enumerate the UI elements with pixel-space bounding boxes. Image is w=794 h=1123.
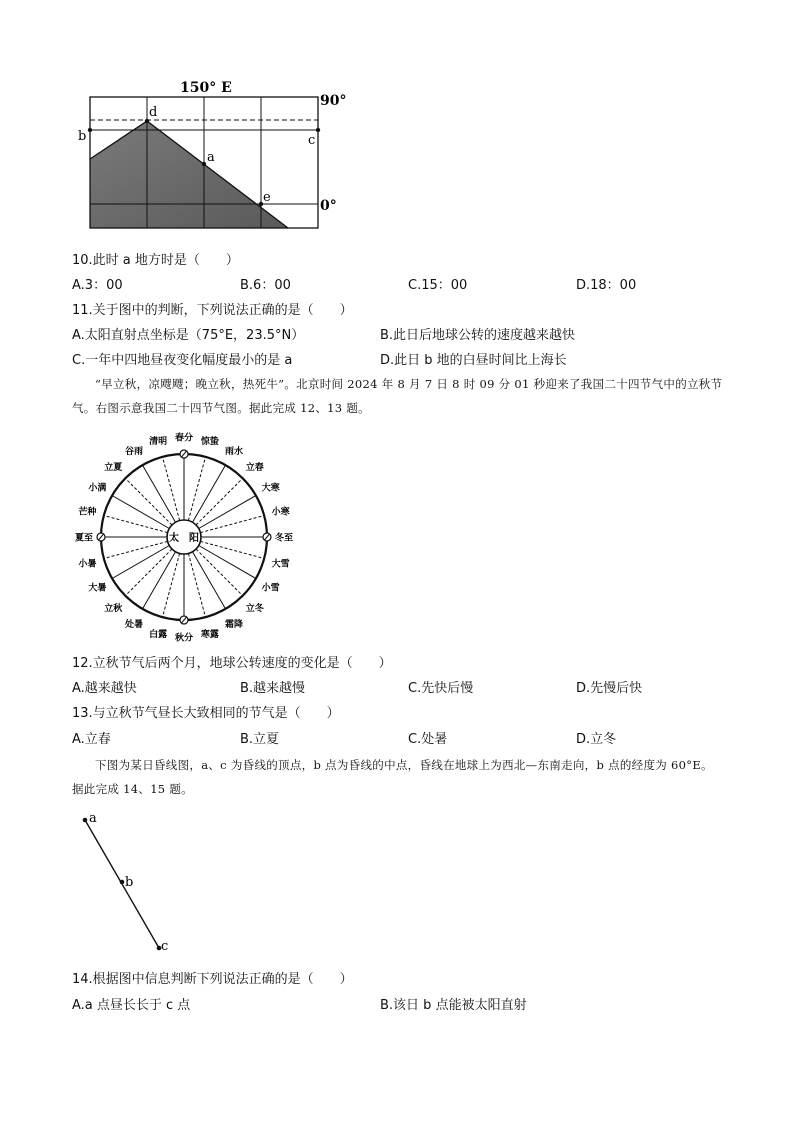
solar-term-label: 雨水 [224,446,244,457]
dusk-point-a: a [89,811,97,826]
sun-label: 太 阳 [169,533,199,544]
sector-line [143,552,176,609]
q12-option-a[interactable]: A.越来越快 [72,681,137,696]
sector-line [112,496,169,529]
solar-term-label: 惊蛰 [200,436,219,447]
sector-line [125,478,172,525]
sector-line [193,552,226,609]
q14-option-a[interactable]: A.a 点昼长长于 c 点 [72,998,191,1013]
passage-solar-terms: “早立秋，凉飕飕；晚立秋，热死牛”。北京时间 2024 年 8 月 7 日 8 时 09 分 01 秒迎来了我国二十四节气中的立秋节气。右图示意我国二十四节气图。据此完成 12、13 题。 [72,377,723,415]
dusk-point-c: c [161,939,169,954]
sector-line [163,553,180,617]
q11-option-d[interactable]: D.此日 b 地的白昼时间比上海长 [380,353,567,368]
sector-line [200,541,264,558]
sector-line [143,465,176,522]
solar-term-label: 立秋 [104,604,123,615]
solar-term-label: 大暑 [88,583,107,594]
point-label-c: c [308,133,316,148]
solar-term-label: 小满 [88,483,107,494]
q11-option-c[interactable]: C.一年中四地昼夜变化幅度最小的是 a [72,353,293,368]
point-label-a: a [207,150,215,165]
dusk-point-b: b [125,875,134,890]
solar-term-label: 小雪 [261,583,280,594]
question-13-stem: 13.与立秋节气昼长大致相同的节气是（ ） [72,706,340,721]
q12-option-d[interactable]: D.先慢后快 [576,681,643,696]
sector-line [199,546,256,579]
sector-line [163,457,180,521]
solar-term-label: 小暑 [78,559,97,570]
sector-line [188,553,205,617]
question-14-stem: 14.根据图中信息判断下列说法正确的是（ ） [72,972,353,987]
sector-line [104,516,168,533]
solar-term-label: 立春 [245,462,264,473]
q14-option-b[interactable]: B.该日 b 点能被太阳直射 [380,998,527,1013]
sector-line [199,496,256,529]
night-area [90,121,288,228]
label-0: 0° [320,198,337,214]
sector-line [112,546,169,579]
sector-line [104,541,168,558]
sector-line [188,457,205,521]
solar-term-label: 立冬 [245,604,264,615]
sector-line [125,549,172,596]
solar-term-label: 冬至 [274,533,294,544]
q13-option-c[interactable]: C.处暑 [408,732,448,747]
solar-term-label: 春分 [174,433,194,444]
daylight-grid-diagram [70,74,360,234]
solar-term-label: 处暑 [124,620,144,631]
q11-option-b[interactable]: B.此日后地球公转的速度越来越快 [380,328,576,343]
sector-line [196,549,243,596]
q11-option-a[interactable]: A.太阳直射点坐标是（75°E，23.5°N） [72,328,305,343]
solar-term-label: 大寒 [261,483,280,494]
question-10-stem: 10.此时 a 地方时是（ ） [72,253,239,268]
label-90: 90° [320,93,347,109]
sector-line [196,478,243,525]
q13-option-a[interactable]: A.立春 [72,732,111,747]
point-label-b: b [78,129,87,144]
question-11-stem: 11.关于图中的判断，下列说法正确的是（ ） [72,303,353,318]
sector-line [200,516,264,533]
solar-term-label: 白露 [149,630,168,641]
solar-term-label: 清明 [149,436,168,447]
solar-term-label: 秋分 [174,633,194,644]
point-label-e: e [263,190,271,205]
passage-dusk-line: 下图为某日昏线图，a、c 为昏线的顶点，b 点为昏线的中点，昏线在地球上为西北—东南走向，b 点的经度为 60°E。据此完成 14、15 题。 [72,758,713,796]
question-12-stem: 12.立秋节气后两个月，地球公转速度的变化是（ ） [72,656,392,671]
q10-option-d[interactable]: D.18：00 [576,278,637,293]
q12-option-b[interactable]: B.越来越慢 [240,681,306,696]
label-150e: 150° E [180,80,232,96]
q10-option-c[interactable]: C.15：00 [408,278,468,293]
q13-option-d[interactable]: D.立冬 [576,732,617,747]
point-label-d: d [149,105,158,120]
solar-term-label: 夏至 [74,533,94,544]
solar-term-label: 立夏 [104,462,123,473]
solar-term-label: 大雪 [271,559,290,570]
q12-option-c[interactable]: C.先快后慢 [408,681,474,696]
sector-line [193,465,226,522]
dusk-line-diagram [75,810,185,960]
solar-term-label: 谷雨 [124,446,144,457]
solar-term-label: 小寒 [271,507,290,518]
solar-term-label: 霜降 [224,620,244,631]
solar-term-label: 寒露 [200,630,219,641]
solar-term-label: 芒种 [78,507,97,518]
solar-terms-diagram [70,428,300,646]
q10-option-b[interactable]: B.6：00 [240,278,291,293]
q10-option-a[interactable]: A.3：00 [72,278,123,293]
q13-option-b[interactable]: B.立夏 [240,732,280,747]
